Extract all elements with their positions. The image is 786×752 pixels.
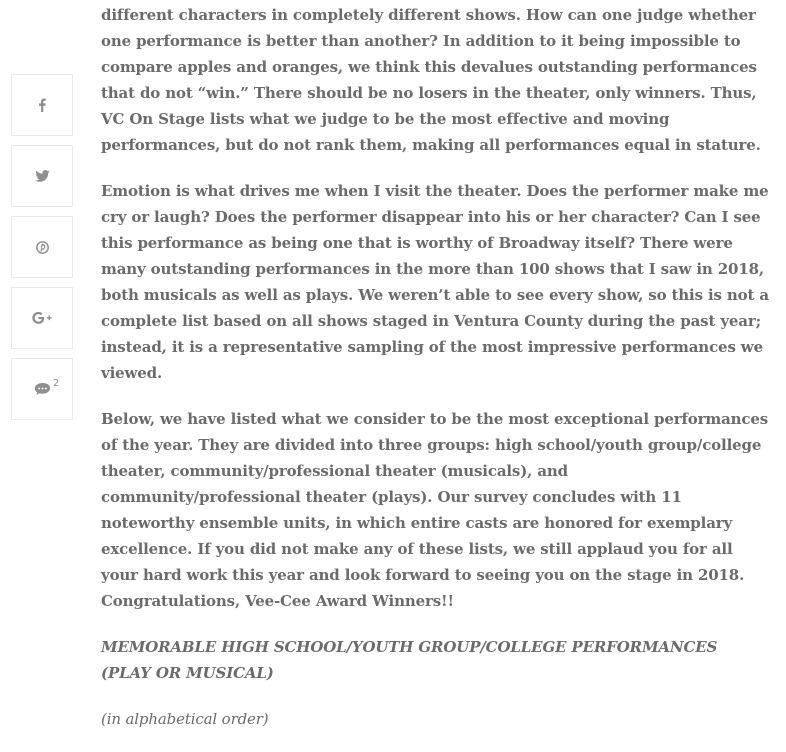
google-plus-icon xyxy=(32,312,52,324)
order-note: (in alphabetical order) xyxy=(101,710,269,728)
article-paragraph: Emotion is what drives me when I visit the theater. Does the performer make me cry or laugh? Does the performer disappear into his or her character? Can I see this performance as being one that is worthy of Broadway itself? There were many outstanding performances in the more than 100 shows that I saw in 2018, both musicals as well as plays. We weren’t able to see every show, so this is not a complete list based on all shows staged in Ventura County during the past year; instead, it is a representative sampling of the most impressive performances we viewed. xyxy=(101,182,769,382)
share-google-plus-button[interactable] xyxy=(11,287,73,349)
article-body xyxy=(101,2,771,752)
article-paragraph: Below, we have listed what we consider to be the most exceptional performances of the year. They are divided into three groups: high school/youth group/college theater, community/professional theater (musicals), and community/professional theater (plays). Our survey concludes with 11 noteworthy ensemble units, in which entire casts are honored for exemplary excellence. If you did not make any of these lists, we still applaud you for all your hard work this year and look forward to seeing you on the stage in 2018. Congratulations, Vee-Cee Award Winners!! xyxy=(101,410,769,610)
social-share-bar xyxy=(11,74,73,429)
comments-button[interactable] xyxy=(11,358,73,420)
pinterest-icon xyxy=(36,241,49,254)
comment-count: 2 xyxy=(53,378,60,389)
share-twitter-button[interactable] xyxy=(11,145,73,207)
section-heading: MEMORABLE HIGH SCHOOL/YOUTH GROUP/COLLEGE PERFORMANCES (PLAY OR MUSICAL) xyxy=(101,638,718,682)
facebook-icon xyxy=(37,98,47,112)
comment-icon xyxy=(34,382,51,396)
share-facebook-button[interactable] xyxy=(11,74,73,136)
article-paragraph: different characters in completely different shows. How can one judge whether one performance is better than another? In addition to it being impossible to compare apples and oranges, we think this devalues outstanding performances that do not “win.” There should be no losers in the theater, only winners. Thus, VC On Stage lists what we judge to be the most effective and moving performances, but do not rank them, making all performances equal in stature. xyxy=(101,6,761,154)
twitter-icon xyxy=(35,170,50,182)
share-pinterest-button[interactable] xyxy=(11,216,73,278)
